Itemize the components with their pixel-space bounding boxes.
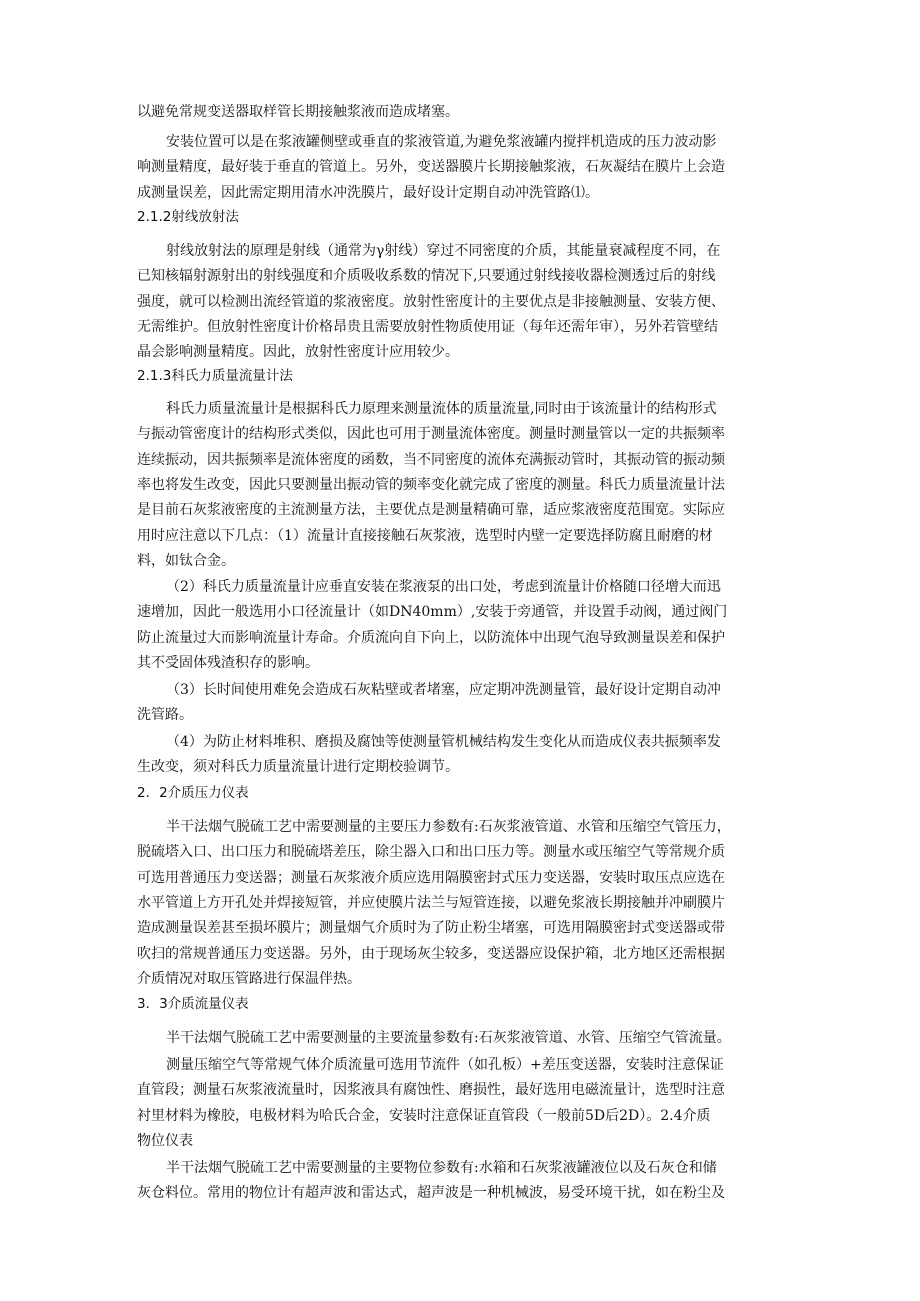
- text-line: 与振动管密度计的结构形式类似，因此也可用于测量流体密度。测量时测量管以一定的共振频率: [137, 426, 725, 442]
- text-line: 可选用普通压力变送器；测量石灰浆液介质应选用隔膜密封式压力变送器，安装时取压点应选在: [137, 870, 725, 886]
- text-line: 是目前石灰浆液密度的主流测量方法，主要优点是测量精确可靠，适应浆液密度范围宽。实际应: [137, 502, 725, 518]
- section-heading: 2．2介质压力仪表: [137, 785, 249, 801]
- text-line: 衬里材料为橡胶，电极材料为哈氏合金，安装时注意保证直管段（一般前5D后2D）。2.4介质: [137, 1108, 711, 1124]
- paragraph-line: （3）长时间使用难免会造成石灰粘壁或者堵塞，应定期冲洗测量管，最好设计定期自动冲: [166, 682, 721, 698]
- text-line: 脱硫塔入口、出口压力和脱硫塔差压，除尘器入口和出口压力等。测量水或压缩空气等常规介质: [137, 844, 725, 860]
- text-line: 灰仓料位。常用的物位计有超声波和雷达式，超声波是一种机械波，易受环境干扰，如在粉尘及: [137, 1185, 725, 1201]
- text-line: 物位仪表: [137, 1133, 193, 1149]
- section-heading: 2.1.3科氏力质量流量计法: [137, 368, 293, 384]
- paragraph-line: 半干法烟气脱硫工艺中需要测量的主要压力参数有:石灰浆液管道、水管和压缩空气管压力，: [166, 819, 731, 835]
- text-line: 其不受固体残渣积存的影响。: [137, 655, 319, 671]
- text-line: 生改变，须对科氏力质量流量计进行定期校验调节。: [137, 759, 459, 775]
- paragraph-line: 半干法烟气脱硫工艺中需要测量的主要流量参数有:石灰浆液管道、水管、压缩空气管流量。: [166, 1030, 731, 1046]
- section-heading: 3．3介质流量仪表: [137, 996, 249, 1012]
- text-line: 直管段；测量石灰浆液流量时，因浆液具有腐蚀性、磨损性，最好选用电磁流量计，选型时注意: [137, 1082, 725, 1098]
- text-line: 已知核辐射源射出的射线强度和介质吸收系数的情况下,只要通过射线接收器检测透过后的射线: [137, 268, 716, 284]
- paragraph-line: 射线放射法的原理是射线（通常为γ射线）穿过不同密度的介质，其能量衰减程度不同，在: [166, 243, 721, 259]
- text-line: 无需维护。但放射性密度计价格昂贵且需要放射性物质使用证（每年还需年审），另外若管壁结: [137, 319, 718, 335]
- text-line: 水平管道上方开孔处并焊接短管，并应使膜片法兰与短管连接，以避免浆液长期接触并冲刷膜片: [137, 895, 725, 911]
- paragraph-line: 安装位置可以是在浆液罐侧壁或垂直的浆液管道,为避免浆液罐内搅拌机造成的压力波动影: [166, 134, 717, 150]
- text-line: 造成测量误差甚至损坏膜片；测量烟气介质时为了防止粉尘堵塞，可选用隔膜密封式变送器或带: [137, 920, 725, 936]
- text-line: 洗管路。: [137, 707, 193, 723]
- paragraph-line: 科氏力质量流量计是根据科氏力原理来测量流体的质量流量,同时由于该流量计的结构形式: [166, 401, 717, 417]
- text-line: 以避免常规变送器取样管长期接触浆液而造成堵塞。: [137, 104, 459, 120]
- text-line: 防止流量过大而影响流量计寿命。介质流向自下向上，以防流体中出现气泡导致测量误差和保护: [137, 630, 725, 646]
- paragraph-line: （4）为防止材料堆积、磨损及腐蚀等使测量管机械结构发生变化从而造成仪表共振频率发: [166, 734, 721, 750]
- paragraph-line: 测量压缩空气等常规气体介质流量可选用节流件（如孔板）+差压变送器，安装时注意保证: [166, 1057, 724, 1073]
- paragraph-line: （2）科氏力质量流量计应垂直安装在浆液泵的出口处，考虑到流量计价格随口径增大而迅: [166, 579, 721, 595]
- paragraph-line: 半干法烟气脱硫工艺中需要测量的主要物位参数有:水箱和石灰浆液罐液位以及石灰仓和储: [166, 1160, 717, 1176]
- text-line: 吹扫的常规普通压力变送器。另外，由于现场灰尘较多，变送器应设保护箱，北方地区还需根据: [137, 946, 725, 962]
- section-heading: 2.1.2射线放射法: [137, 209, 239, 225]
- text-line: 强度，就可以检测出流经管道的浆液密度。放射性密度计的主要优点是非接触测量、安装方便、: [137, 294, 725, 310]
- text-line: 速增加，因此一般选用小口径流量计（如DN40mm）,安装于旁通管，并设置手动阀，通过阀门: [137, 604, 728, 620]
- text-line: 晶会影响测量精度。因此，放射性密度计应用较少。: [137, 344, 459, 360]
- text-line: 用时应注意以下几点：（1）流量计直接接触石灰浆液，选型时内壁一定要选择防腐且耐磨的材: [137, 528, 713, 544]
- text-line: 率也将发生改变，因此只要测量出振动管的频率变化就完成了密度的测量。科氏力质量流量计法: [137, 477, 725, 493]
- text-line: 介质情况对取压管路进行保温伴热。: [137, 971, 361, 987]
- text-line: 连续振动，因共振频率是流体密度的函数，当不同密度的流体充满振动管时，其振动管的振动频: [137, 452, 725, 468]
- text-line: 料，如钛合金。: [137, 553, 235, 569]
- text-line: 响测量精度，最好装于垂直的管道上。另外，变送器膜片长期接触浆液，石灰凝结在膜片上会造: [137, 159, 725, 175]
- text-line: 成测量误差，因此需定期用清水冲洗膜片，最好设计定期自动冲洗管路⑴。: [137, 185, 599, 201]
